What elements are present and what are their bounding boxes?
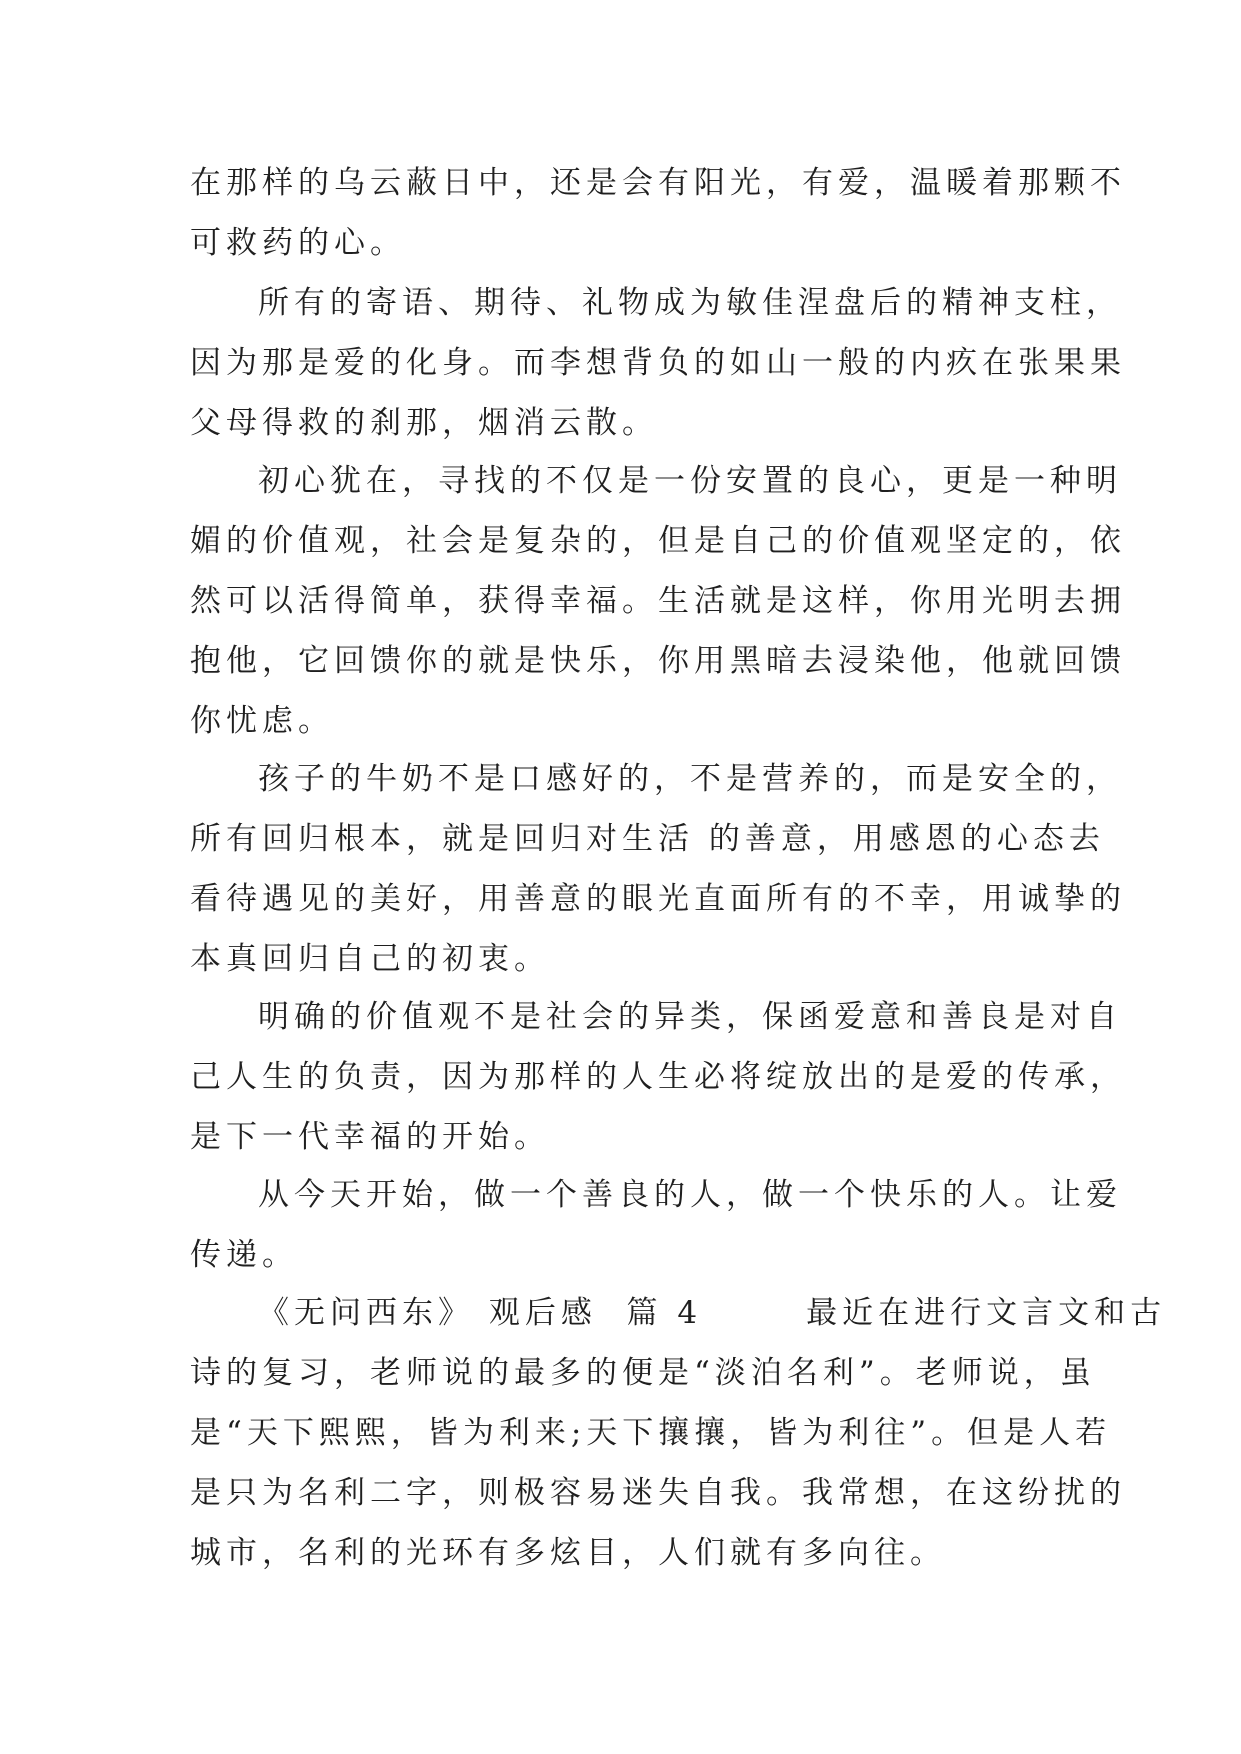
- text-line: 因为那是爱的化身。而李想背负的如山一般的内疚在张果果: [190, 345, 1126, 381]
- text-line: 媚的价值观，社会是复杂的，但是自己的价值观坚定的，依: [190, 523, 1126, 559]
- text-line: 是下一代幸福的开始。: [190, 1119, 550, 1155]
- text-line: 传递。: [190, 1237, 298, 1273]
- text-line: 是只为名利二字，则极容易迷失自我。我常想，在这纷扰的: [190, 1475, 1126, 1511]
- text-line: 父母得救的刹那，烟消云散。: [190, 405, 658, 441]
- text-line: 在那样的乌云蔽日中，还是会有阳光，有爱，温暖着那颗不: [190, 165, 1126, 201]
- text-line: 所有回归根本，就是回归对生活 的善意，用感恩的心态去: [190, 821, 1105, 857]
- paragraph-start-line: 初心犹在，寻找的不仅是一份安置的良心，更是一种明: [258, 463, 1122, 499]
- paragraph-start-line: 从今天开始，做一个善良的人，做一个快乐的人。让爱: [258, 1177, 1122, 1213]
- text-line: 看待遇见的美好，用善意的眼光直面所有的不幸，用诚挚的: [190, 881, 1126, 917]
- text-line: 诗的复习，老师说的最多的便是“淡泊名利”。老师说，虽: [190, 1355, 1096, 1391]
- text-line: 城市，名利的光环有多炫目，人们就有多向往。: [190, 1535, 946, 1571]
- text-line: 抱他，它回馈你的就是快乐，你用黑暗去浸染他，他就回馈: [190, 643, 1126, 679]
- paragraph-start-line: 所有的寄语、期待、礼物成为敏佳涅盘后的精神支柱，: [258, 285, 1122, 321]
- text-line: 你忧虑。: [190, 703, 334, 739]
- text-line: 然可以活得简单，获得幸福。生活就是这样，你用光明去拥: [190, 583, 1126, 619]
- text-line: 可救药的心。: [190, 225, 406, 261]
- text-line: 是“天下熙熙，皆为利来;天下攘攘，皆为利往”。但是人若: [190, 1415, 1112, 1451]
- text-line: 本真回归自己的初衷。: [190, 941, 550, 977]
- text-line: 己人生的负责，因为那样的人生必将绽放出的是爱的传承，: [190, 1059, 1126, 1095]
- paragraph-start-line: 孩子的牛奶不是口感好的，不是营养的，而是安全的，: [258, 761, 1122, 797]
- section-heading-line: 《无问西东》 观后感 篇 4 最近在进行文言文和古: [258, 1295, 1167, 1331]
- paragraph-start-line: 明确的价值观不是社会的异类，保函爱意和善良是对自: [258, 999, 1122, 1035]
